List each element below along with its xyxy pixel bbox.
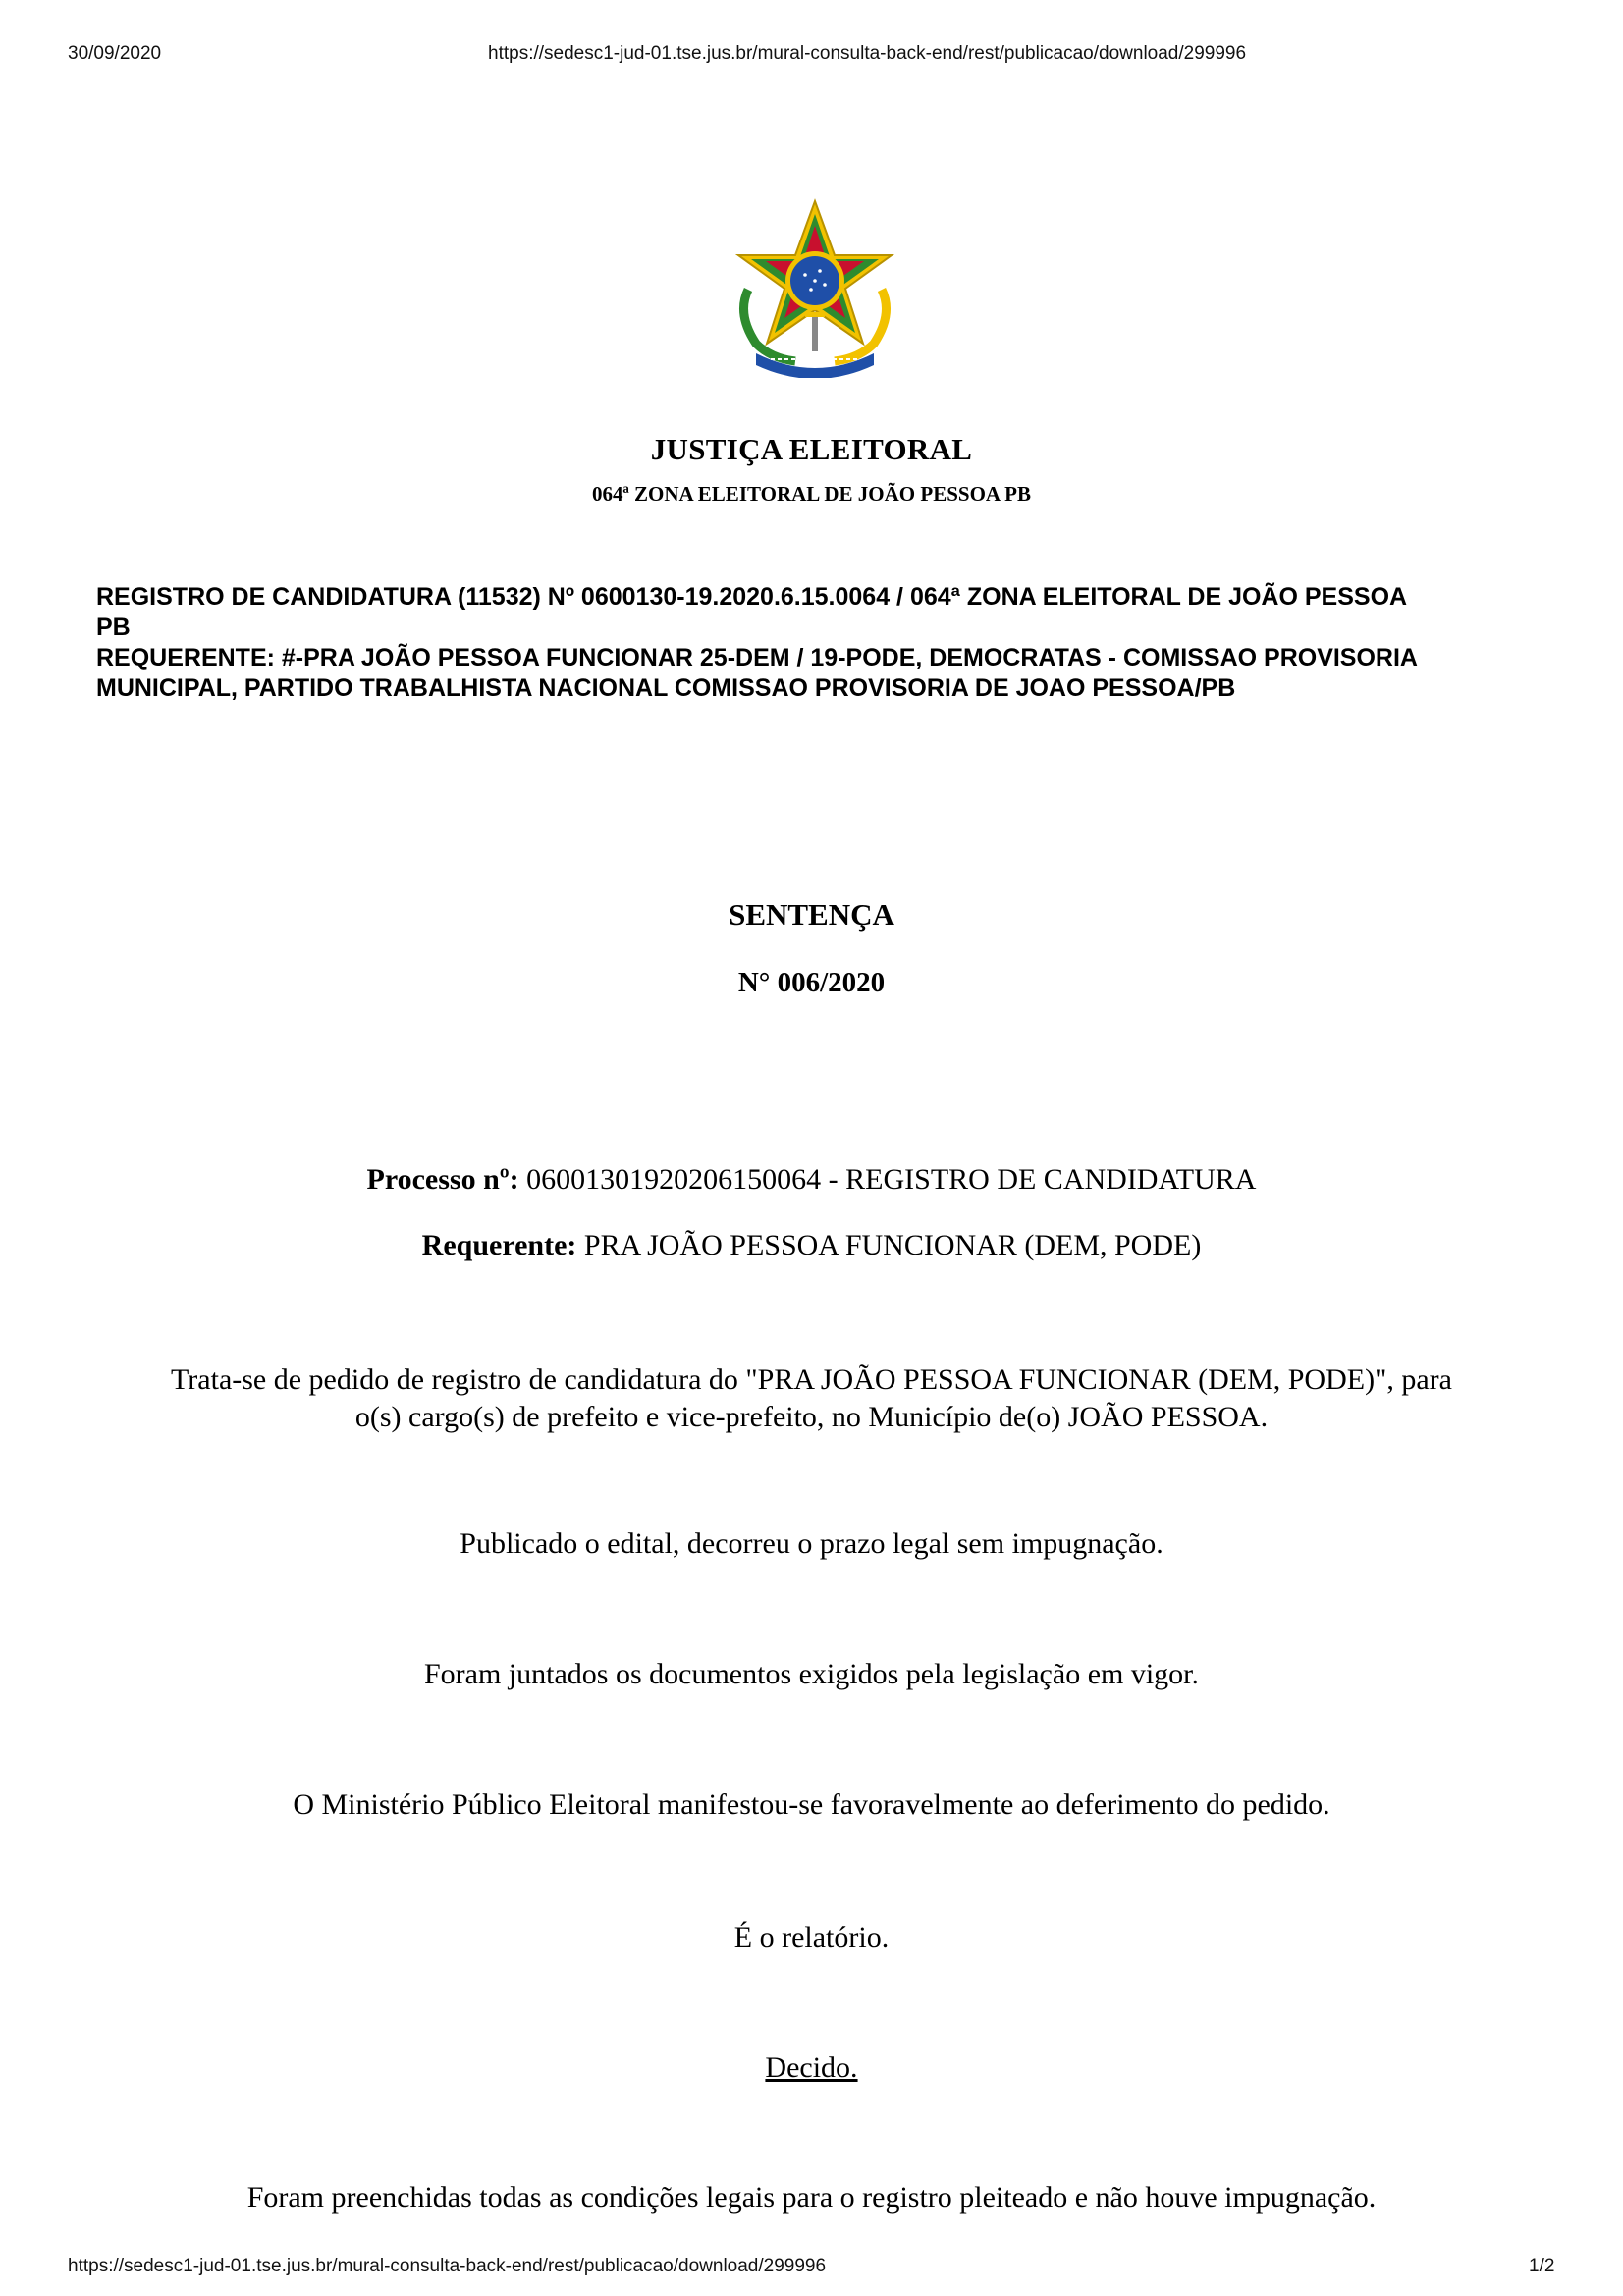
paragraph-edital: Publicado o edital, decorreu o prazo legal sem impugnação. (460, 1527, 1163, 1560)
case-header (96, 582, 1540, 704)
paragraph-decision: Decido. (765, 2052, 858, 2084)
paragraph-report: É o relatório. (733, 1921, 890, 1953)
paragraph-line: o(s) cargo(s) de prefeito e vice-prefeito, no Município de(o) JOÃO PESSOA. (354, 1401, 1269, 1433)
sentence-title: SENTENÇA (729, 897, 894, 932)
case-header-line: PB (96, 614, 131, 641)
applicant-label: Requerente: (421, 1229, 577, 1261)
print-date: 30/09/2020 (68, 43, 162, 64)
case-header-line: REGISTRO DE CANDIDATURA (11532) Nº 0600130-19.2020.6.15.0064 / 064ª ZONA ELEITORAL DE JOÃO PESSOA (96, 583, 1408, 611)
print-header-url: https://sedesc1-jud-01.tse.jus.br/mural-consulta-back-end/rest/publicacao/download/299996 (488, 43, 1247, 64)
paragraph-ministerio-publico: O Ministério Público Eleitoral manifestou-se favoravelmente ao deferimento do pedido. (293, 1789, 1330, 1821)
paragraph-request (98, 1362, 1525, 1436)
paragraph-conditions: Foram preenchidas todas as condições legais para o registro pleiteado e não houve impugnação. (246, 2181, 1377, 2214)
print-footer-url: https://sedesc1-jud-01.tse.jus.br/mural-consulta-back-end/rest/publicacao/download/299996 (68, 2256, 827, 2276)
electoral-zone-title: 064ª ZONA ELEITORAL DE JOÃO PESSOA PB (591, 482, 1032, 506)
applicant-line (98, 1227, 1525, 1264)
applicant-value: PRA JOÃO PESSOA FUNCIONAR (DEM, PODE) (576, 1229, 1202, 1261)
paragraph-documents: Foram juntados os documentos exigidos pela legislação em vigor. (423, 1658, 1200, 1690)
case-header-line: MUNICIPAL, PARTIDO TRABALHISTA NACIONAL COMISSAO PROVISORIA DE JOAO PESSOA/PB (96, 674, 1236, 702)
process-value: 06001301920206150064 - REGISTRO DE CANDIDATURA (518, 1163, 1257, 1196)
sentence-number: N° 006/2020 (737, 967, 886, 998)
process-line (98, 1161, 1525, 1199)
paragraph-line: Trata-se de pedido de registro de candidatura do "PRA JOÃO PESSOA FUNCIONAR (DEM, PODE)", para (171, 1363, 1452, 1396)
case-header-line: REQUERENTE: #-PRA JOÃO PESSOA FUNCIONAR 25-DEM / 19-PODE, DEMOCRATAS - COMISSAO PROVISORIA (96, 644, 1418, 671)
page-number: 1/2 (1529, 2256, 1555, 2276)
process-label: Processo nº: (366, 1163, 519, 1196)
court-title: JUSTIÇA ELEITORAL (650, 432, 973, 466)
coat-of-arms-icon (727, 196, 903, 378)
